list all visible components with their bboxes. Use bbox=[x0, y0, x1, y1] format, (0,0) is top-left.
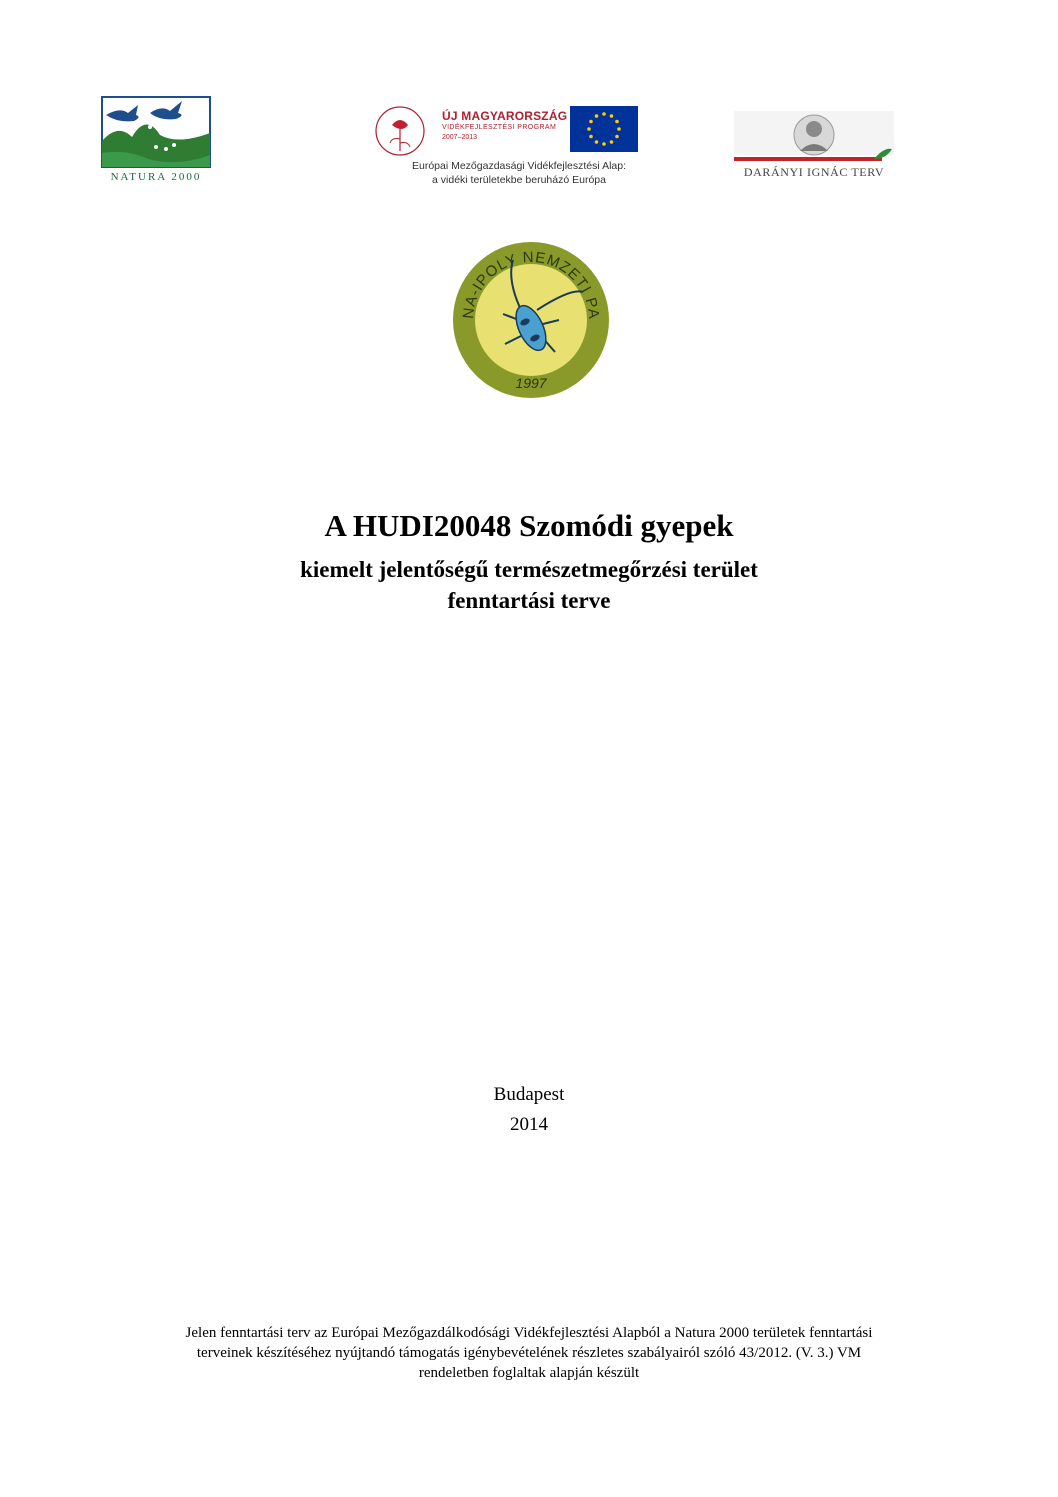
beetle-emblem-icon bbox=[451, 240, 611, 400]
eu-star-icon bbox=[595, 140, 599, 144]
ujm-subtitle: VIDÉKFEJLESZTÉSI PROGRAM bbox=[442, 124, 557, 131]
document-subtitle-line1: kiemelt jelentőségű természetmegőrzési terület bbox=[300, 557, 758, 582]
footer-line3: rendeletben foglaltak alapján készült bbox=[418, 1365, 640, 1381]
footer-line1: Jelen fenntartási terv az Európai Mezőgazdálkodósági Vidékfejlesztési Alapból a Natura 2000 területek fenntartási bbox=[185, 1325, 873, 1341]
park-year: 1997 bbox=[515, 375, 547, 391]
document-subtitle-line2: fenntartási terve bbox=[447, 588, 611, 613]
daranyi-portrait-icon bbox=[734, 107, 894, 165]
eu-star-icon bbox=[602, 142, 606, 146]
eu-star-icon bbox=[589, 120, 593, 124]
eu-star-icon bbox=[595, 114, 599, 118]
eu-star-icon bbox=[587, 127, 591, 131]
ujm-line2: a vidéki területekbe beruházó Európa bbox=[432, 174, 606, 186]
park-ring-text: NA-IPOLY NEMZETI PA bbox=[459, 248, 603, 321]
eu-star-icon bbox=[615, 120, 619, 124]
daranyi-logo bbox=[734, 107, 894, 189]
eu-star-icon bbox=[610, 140, 614, 144]
document-title: A HUDI20048 Szomódi gyepek bbox=[324, 508, 734, 543]
natura-label: NATURA 2000 bbox=[110, 171, 202, 183]
footer-line2: terveinek készítéséhez nyújtandó támogatás igénybevételének részletes szabályairól szóló 43/2012. (V. 3.) VM bbox=[196, 1345, 862, 1361]
ujm-title: ÚJ MAGYARORSZÁG bbox=[442, 109, 568, 123]
uj-magyarorszag-logo bbox=[372, 103, 642, 189]
eu-star-icon bbox=[589, 135, 593, 139]
ujm-line1: Európai Mezőgazdasági Vidékfejlesztési Alap: bbox=[411, 160, 627, 172]
document-city: Budapest bbox=[493, 1084, 565, 1105]
document-year: 2014 bbox=[510, 1114, 548, 1135]
eu-star-icon bbox=[610, 114, 614, 118]
rose-icon bbox=[372, 103, 432, 159]
eu-flag-icon bbox=[570, 106, 638, 152]
national-park-logo bbox=[451, 240, 611, 400]
natura-2000-logo bbox=[98, 93, 214, 185]
eu-star-icon bbox=[602, 112, 606, 116]
natura-2000-icon bbox=[98, 93, 214, 173]
daranyi-label: DARÁNYI IGNÁC TERV bbox=[743, 165, 885, 179]
ujm-years: 2007–2013 bbox=[442, 134, 478, 141]
eu-star-icon bbox=[615, 135, 619, 139]
eu-star-icon bbox=[617, 127, 621, 131]
